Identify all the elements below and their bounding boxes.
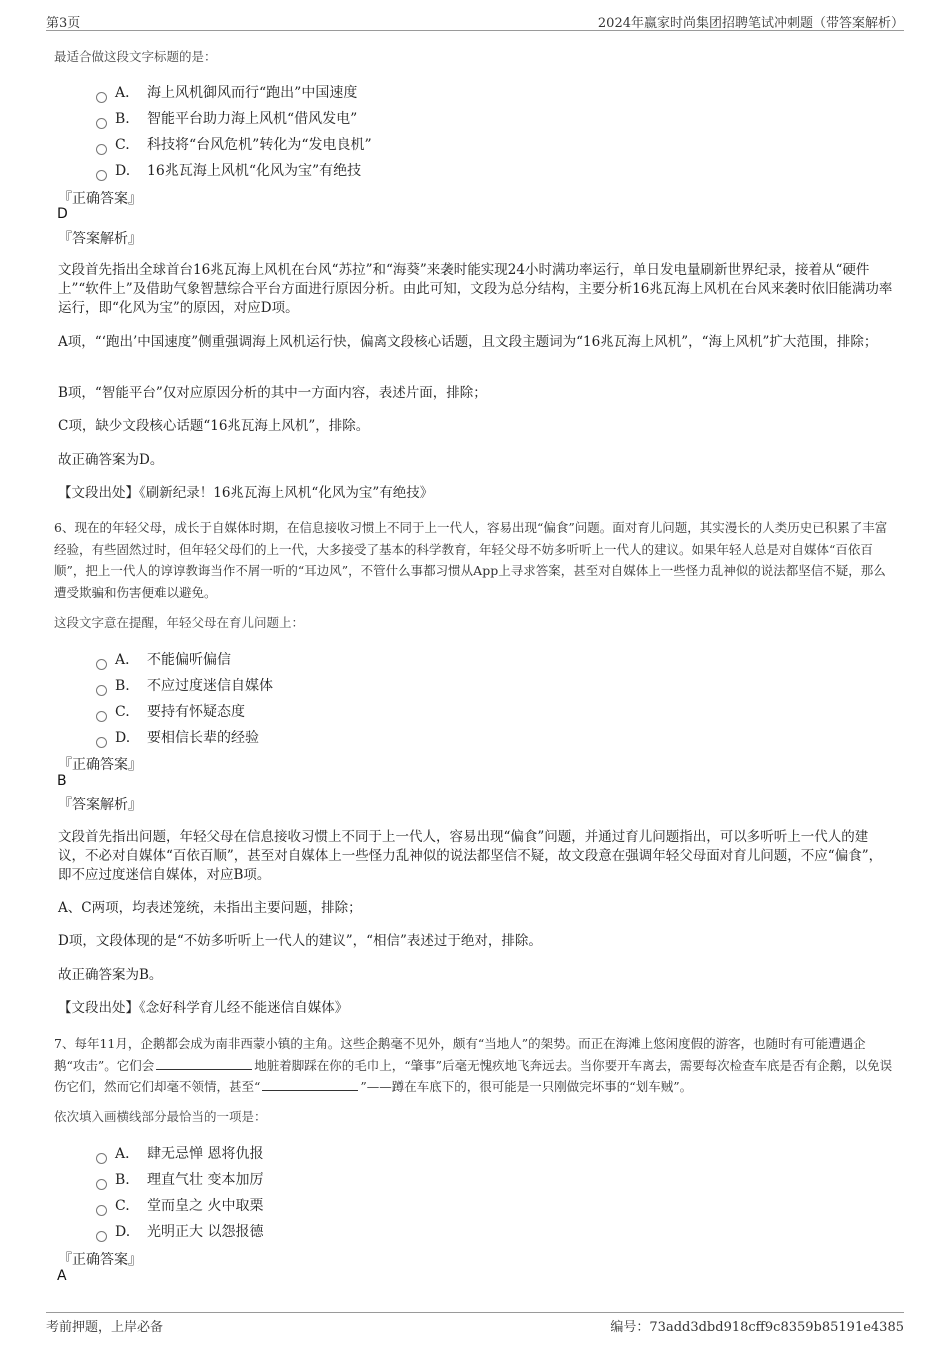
q7-text: 7、每年11月，企鹅都会成为南非西蒙小镇的主角。这些企鹅毫不见外，颇有“当地人”的架势。而正在海滩上悠闲度假的游客，也随时有可能遭遇企鹅“攻击”。它们会 地脏着脚踩在你的毛巾上，“肇事”后毫无愧疚地飞奔远去。当你要开车离去，需要每次检查车底是否有企鹅，以免误伤它们，然而它们却毫不领情，甚至“ ”——蹲在车底下的，很可能是一只刚做完坏事的“划车贼”。	[54, 1036, 893, 1094]
q6-analysis-2: A、C两项，均表述笼统，未指出主要问题，排除；	[58, 900, 362, 916]
q6-text: 6、现在的年轻父母，成长于自媒体时期，在信息接收习惯上不同于上一代人，容易出现“偏食”问题。面对育儿问题，其实漫长的人类历史已积累了丰富经验，有些固然过时，但年轻父母们的上一代，大多接受了基本的科学教育，年轻父母不妨多听听上一代人的建议。如果年轻人总是对自媒体“百依百顺”，把上一代人的谆谆教诲当作不屑一听的“耳边风”，不管什么事都习惯从App上寻求答案，甚至对自媒体上一些怪力乱神似的说法都坚信不疑，那么遭受欺骗和伤害便难以避免。	[54, 520, 888, 600]
q6-source: 【文段出处】《念好科学育儿经不能迷信自媒体》	[58, 1000, 349, 1016]
radio-icon[interactable]	[96, 170, 107, 181]
q5-option-d[interactable]: D. 16兆瓦海上风机“化风为宝”有绝技	[96, 160, 361, 180]
radio-icon[interactable]	[96, 1153, 107, 1164]
q6-option-a[interactable]: A． 不能偏听偏信	[96, 649, 231, 669]
radio-icon[interactable]	[96, 1205, 107, 1216]
radio-icon[interactable]	[96, 1179, 107, 1190]
q5-option-b[interactable]: B. 智能平台助力海上风机“借风发电”	[96, 108, 357, 128]
q7-answer-label: 『正确答案』	[58, 1252, 142, 1268]
q5-analysis-5: 故正确答案为D。	[58, 452, 164, 468]
q6-answer: B	[57, 773, 67, 789]
radio-icon[interactable]	[96, 92, 107, 103]
q5-option-a[interactable]: A． 海上风机御风而行“跑出”中国速度	[96, 82, 357, 102]
fill-blank-2[interactable]	[262, 1078, 358, 1091]
page-footer	[46, 1312, 904, 1335]
page-number: 第3页	[46, 16, 81, 31]
q6-option-c[interactable]: C. 要持有怀疑态度	[96, 701, 245, 721]
q7-prompt: 依次填入画横线部分最恰当的一项是：	[54, 1109, 267, 1124]
radio-icon[interactable]	[96, 144, 107, 155]
footer-slogan: 考前押题，上岸必备	[46, 1320, 164, 1335]
radio-icon[interactable]	[96, 685, 107, 696]
radio-icon[interactable]	[96, 659, 107, 670]
radio-icon[interactable]	[96, 737, 107, 748]
document-title: 2024年嬴家时尚集团招聘笔试冲刺题（带答案解析）	[597, 16, 904, 31]
radio-icon[interactable]	[96, 118, 107, 129]
q5-analysis-2: A项，“‘跑出’中国速度”侧重强调海上风机运行快，偏离文段核心话题，且文段主题词为“16兆瓦海上风机”，“海上风机”扩大范围，排除；	[58, 334, 878, 350]
q7-option-b[interactable]: B. 理直气壮 变本加厉	[96, 1169, 263, 1189]
q5-prompt: 最适合做这段文字标题的是：	[54, 49, 217, 64]
q6-prompt: 这段文字意在提醒，年轻父母在育儿问题上：	[54, 615, 305, 630]
q6-analysis-label: 『答案解析』	[58, 797, 142, 813]
q5-analysis-3: B项，“智能平台”仅对应原因分析的其中一方面内容，表述片面，排除；	[58, 385, 487, 401]
q6-option-d[interactable]: D. 要相信长辈的经验	[96, 727, 259, 747]
q5-analysis-4: C项，缺少文段核心话题“16兆瓦海上风机”，排除。	[58, 418, 370, 434]
page-header	[46, 10, 904, 31]
q7-answer: A	[57, 1268, 67, 1284]
q6-answer-label: 『正确答案』	[58, 757, 142, 773]
q6-analysis-1: 文段首先指出问题，年轻父母在信息接收习惯上不同于上一代人，容易出现“偏食”问题，并通过育儿问题指出，可以多听听上一代人的建议，不必对自媒体“百依百顺”，甚至对自媒体上一些怪力乱神似的说法都坚信不疑，故文段意在强调年轻父母面对育儿问题，不应“偏食”，即不应过度迷信自媒体，对应B项。	[58, 829, 883, 883]
q7-option-c[interactable]: C. 堂而皇之 火中取栗	[96, 1195, 263, 1215]
document-id: 编号：73add3dbd918cff9c8359b85191e4385	[610, 1320, 904, 1335]
radio-icon[interactable]	[96, 711, 107, 722]
q5-answer-label: 『正确答案』	[58, 191, 142, 207]
radio-icon[interactable]	[96, 1231, 107, 1242]
q5-analysis-label: 『答案解析』	[58, 231, 142, 247]
q6-analysis-3: D项，文段体现的是“不妨多听听上一代人的建议”，“相信”表述过于绝对，排除。	[58, 933, 542, 949]
q7-option-d[interactable]: D. 光明正大 以怨报德	[96, 1221, 263, 1241]
q5-answer: D	[57, 206, 68, 222]
fill-blank-1[interactable]	[156, 1057, 252, 1070]
q7-option-a[interactable]: A． 肆无忌惮 恩将仇报	[96, 1143, 263, 1163]
q6-option-b[interactable]: B. 不应过度迷信自媒体	[96, 675, 273, 695]
q6-analysis-4: 故正确答案为B。	[58, 967, 163, 983]
q5-analysis-1: 文段首先指出全球首台16兆瓦海上风机在台风“苏拉”和“海葵”来袭时能实现24小时满功率运行，单日发电量刷新世界纪录，接着从“硬件上”“软件上”及借助气象智慧综合平台方面进行原因分析。由此可知，文段为总分结构，主要分析16兆瓦海上风机在台风来袭时依旧能满功率运行，即“化风为宝”的原因，对应D项。	[58, 262, 893, 316]
q5-source: 【文段出处】《刷新纪录！16兆瓦海上风机“化风为宝”有绝技》	[58, 485, 434, 501]
q5-option-c[interactable]: C. 科技将“台风危机”转化为“发电良机”	[96, 134, 372, 154]
